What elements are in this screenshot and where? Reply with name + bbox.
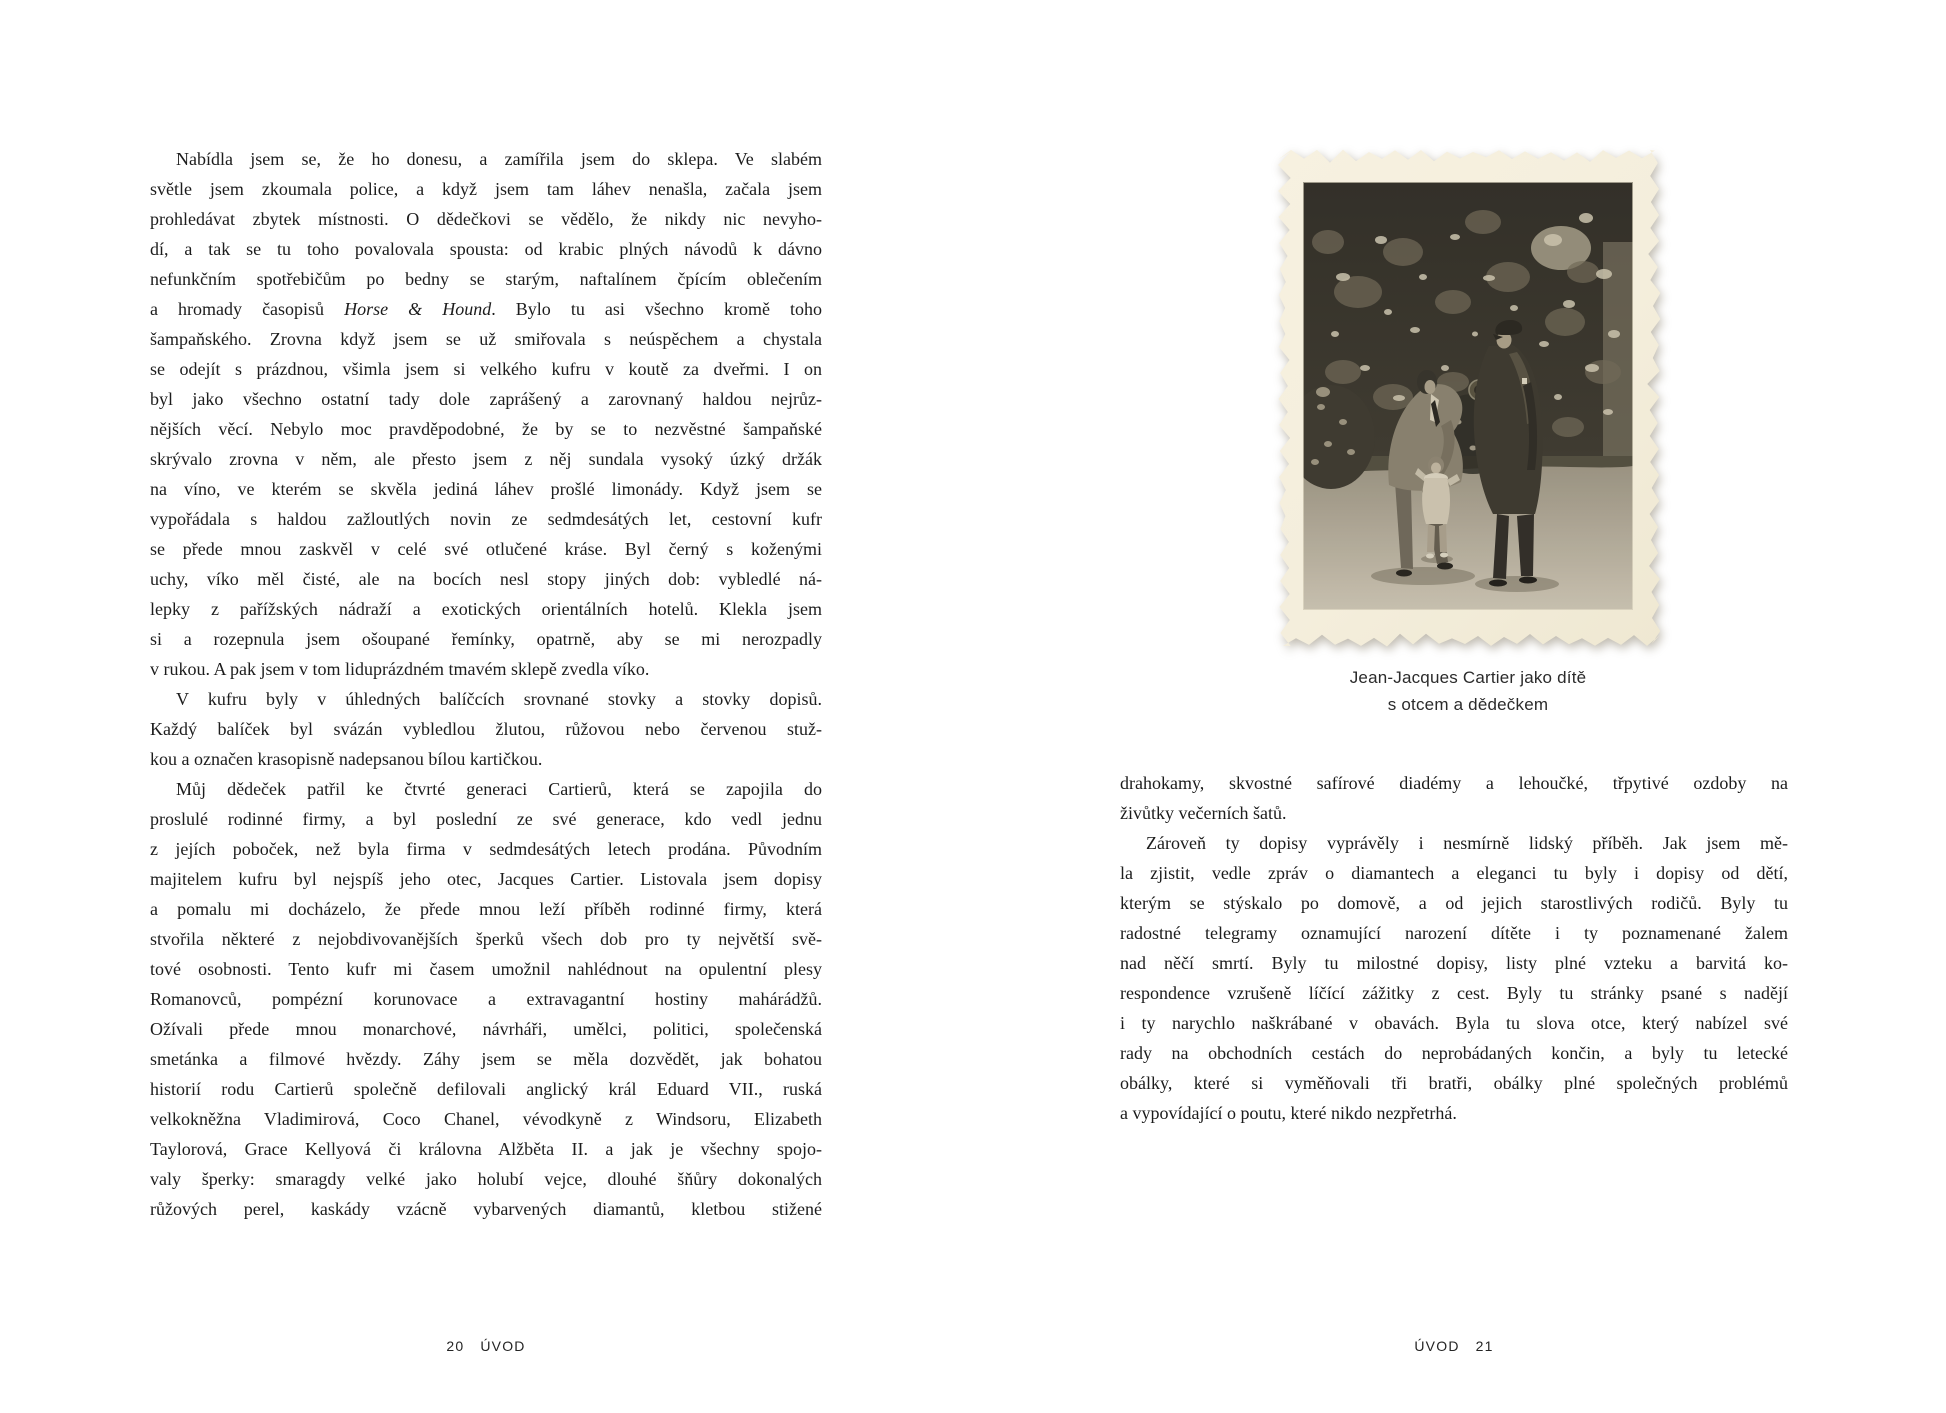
text-line: Nabídla jsem se, že ho donesu, a zamířila jsem do sklepa. Ve slabém bbox=[176, 149, 822, 169]
text-line: světle jsem zkoumala police, a když jsem tam láhev nenašla, začala jsem bbox=[150, 179, 822, 199]
text-line: kterým se stýskalo po domově, a od jejich starostlivých rodičů. Byly tu bbox=[1120, 893, 1788, 913]
text-line: živůtky večerních šatů. bbox=[1120, 803, 1287, 823]
text-line: majitelem kufru byl nejspíš jeho otec, Jacques Cartier. Listovala jsem dopisy bbox=[150, 869, 822, 889]
text-line: Můj dědeček patřil ke čtvrté generaci Cartierů, která se zapojila do bbox=[176, 779, 822, 799]
text-line: Zároveň ty dopisy vyprávěly i nesmírně lidský příběh. Jak jsem mě- bbox=[1146, 833, 1788, 853]
text-line: radostné telegramy oznamující narození dítěte i ty poznamenané žalem bbox=[1120, 923, 1788, 943]
text-line: i ty narychlo naškrábané v obavách. Byla tu slova otce, který nabízel své bbox=[1120, 1013, 1788, 1033]
page-right bbox=[973, 0, 1946, 1413]
vintage-photograph bbox=[1276, 148, 1662, 648]
text-line: na víno, ve kterém se skvěla jediná láhev prošlé limonády. Když jsem se bbox=[150, 479, 822, 499]
text-line: drahokamy, skvostné safírové diadémy a lehoučké, třpytivé ozdoby na bbox=[1120, 773, 1788, 793]
text-line: kou a označen krasopisně nadepsanou bílou kartičkou. bbox=[150, 749, 543, 769]
text-line: nefunkčním spotřebičům po bedny se starým, naftalínem čpícím oblečením bbox=[150, 269, 822, 289]
text-line: respondence vzrušeně líčící zážitky z cest. Byly tu stránky psané s nadějí bbox=[1120, 983, 1788, 1003]
text-line: tové osobnosti. Tento kufr mi časem umožnil nahlédnout na opulentní plesy bbox=[150, 959, 822, 979]
section-label: ÚVOD bbox=[1414, 1338, 1460, 1354]
photo-illustration bbox=[1303, 182, 1633, 610]
text-line: vypořádala s haldou zažloutlých novin ze sedmdesátých let, cestovní kufr bbox=[150, 509, 822, 529]
text-line: historií rodu Cartierů společně defilovali anglický král Eduard VII., ruská bbox=[150, 1079, 822, 1099]
photo-caption-line2: s otcem a dědečkem bbox=[1387, 695, 1549, 714]
text-line: proslulé rodinné firmy, a byl poslední ze své generace, kdo vedl jednu bbox=[150, 809, 822, 829]
text-line: velkokněžna Vladimirová, Coco Chanel, vévodkyně z Windsoru, Elizabeth bbox=[150, 1109, 822, 1129]
photo-caption bbox=[1270, 664, 1666, 718]
right-page-text bbox=[1120, 768, 1788, 1128]
text-line: stvořila některé z nejobdivovanějších šperků všech dob pro ty největší svě- bbox=[150, 929, 822, 949]
right-page-footer bbox=[1120, 1336, 1788, 1356]
text-line: z jejích poboček, než byla firma v sedmdesátých letech prodána. Původním bbox=[150, 839, 822, 859]
section-label: ÚVOD bbox=[480, 1338, 526, 1354]
text-line: uchy, víko měl čisté, ale na bocích nesl stopy jiných dob: vybledlé ná- bbox=[150, 569, 822, 589]
text-line: Taylorová, Grace Kellyová či královna Alžběta II. a jak je všechny spojo- bbox=[150, 1139, 822, 1159]
text-line: smetánka a filmové hvězdy. Záhy jsem se měla dozvědět, jak bohatou bbox=[150, 1049, 822, 1069]
text-line: nějších věcí. Nebylo moc pravděpodobné, že by se to nezvěstné šampaňské bbox=[150, 419, 822, 439]
text-line: a vypovídající o poutu, které nikdo nezpřetrhá. bbox=[1120, 1103, 1457, 1123]
text-line: skrývalo zrovna v něm, ale přesto jsem z něj sundala vysoký úzký držák bbox=[150, 449, 822, 469]
page-number: 21 bbox=[1475, 1338, 1494, 1354]
text-line: dí, a tak se tu toho povalovala spousta: od krabic plných návodů k dávno bbox=[150, 239, 822, 259]
text-line: se přede mnou zaskvěl v celé své otlučené kráse. Byl černý s koženými bbox=[150, 539, 822, 559]
text-line: Ožívali přede mnou monarchové, návrháři, umělci, politici, společenská bbox=[150, 1019, 822, 1039]
left-page-text bbox=[150, 144, 822, 1224]
text-line: obálky, které si vyměňovali tři bratři, obálky plné společných problémů bbox=[1120, 1073, 1788, 1093]
text-line: byl jako všechno ostatní tady dole zaprášený a zarovnaný haldou nejrůz- bbox=[150, 389, 822, 409]
text-line: Romanovců, pompézní korunovace a extravagantní hostiny mahárádžů. bbox=[150, 989, 822, 1009]
text-line: a pomalu mi docházelo, že přede mnou leží příběh rodinné firmy, která bbox=[150, 899, 822, 919]
text-line: růžových perel, kaskády vzácně vybarvených diamantů, kletbou stižené bbox=[150, 1199, 822, 1219]
text-line: šampaňského. Zrovna když jsem se už smiřovala s neúspěchem a chystala bbox=[150, 329, 822, 349]
text-line: rady na obchodních cestách do neprobádaných končin, a byly tu letecké bbox=[1120, 1043, 1788, 1063]
text-line: lepky z pařížských nádraží a exotických orientálních hotelů. Klekla jsem bbox=[150, 599, 822, 619]
text-line: se odejít s prázdnou, všimla jsem si velkého kufru v koutě za dveřmi. I on bbox=[150, 359, 822, 379]
text-line: Každý balíček byl svázán vybledlou žlutou, růžovou nebo červenou stuž- bbox=[150, 719, 822, 739]
text-line: V kufru byly v úhledných balíčcích srovnané stovky a stovky dopisů. bbox=[176, 689, 822, 709]
text-line: prohledávat zbytek místnosti. O dědečkovi se vědělo, že nikdy nic nevyho- bbox=[150, 209, 822, 229]
left-page-footer bbox=[150, 1336, 822, 1356]
text-line: nad něčí smrtí. Byly tu milostné dopisy, listy plné vzteku a barvitá ko- bbox=[1120, 953, 1788, 973]
page-number: 20 bbox=[446, 1338, 465, 1354]
text-line: valy šperky: smaragdy velké jako holubí vejce, dlouhé šňůry dokonalých bbox=[150, 1169, 822, 1189]
text-line: a hromady časopisů Horse & Hound. Bylo tu asi všechno kromě toho bbox=[150, 299, 823, 319]
photo-caption-line1: Jean-Jacques Cartier jako dítě bbox=[1349, 668, 1587, 687]
text-line: la zjistit, vedle zpráv o diamantech a eleganci tu byly i dopisy od dětí, bbox=[1120, 863, 1788, 883]
text-line: si a rozepnula jsem ošoupané řemínky, opatrně, aby se mi nerozpadly bbox=[150, 629, 822, 649]
photo-deckle-border bbox=[1276, 148, 1662, 648]
text-line: v rukou. A pak jsem v tom liduprázdném tmavém sklepě zvedla víko. bbox=[150, 659, 650, 679]
